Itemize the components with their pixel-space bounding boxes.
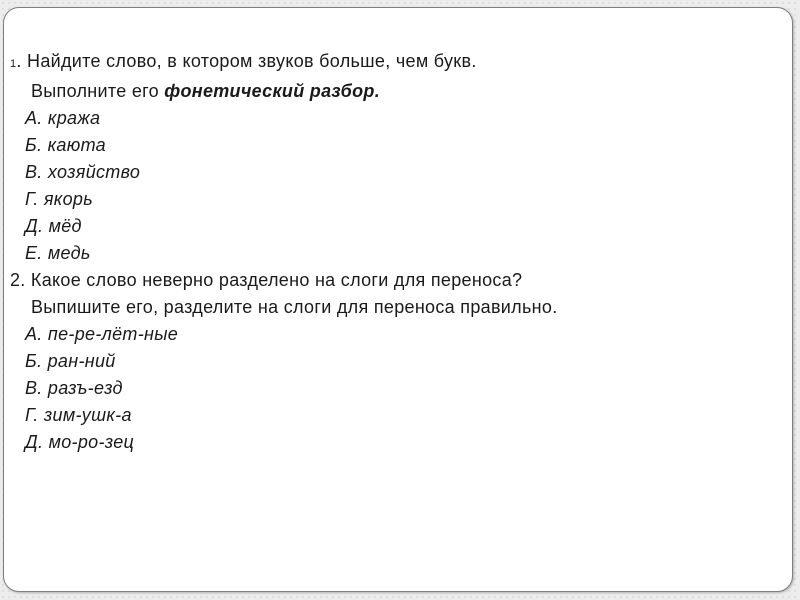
question-1-option-e: Е. медь (25, 243, 91, 263)
slide-frame (3, 7, 793, 592)
question-1-number: 1 (10, 58, 17, 70)
question-2-instruction: Выпишите его, разделите на слоги для переноса правильно. (31, 297, 558, 317)
question-2-title: 2. Какое слово неверно разделено на слоги для переноса? (10, 270, 523, 290)
question-2-option-v: В. разъ-езд (25, 378, 123, 398)
question-2-option-d: Д. мо-ро-зец (25, 432, 135, 452)
question-1-instruction-emphasis: фонетический разбор. (164, 81, 380, 101)
slide-content (10, 48, 770, 456)
question-2-option-a: А. пе-ре-лёт-ные (25, 324, 179, 344)
question-1-option-a: А. кража (25, 108, 101, 128)
question-1-option-d: Д. мёд (25, 216, 82, 236)
question-1-option-v: В. хозяйство (25, 162, 141, 182)
question-2-option-g: Г. зим-ушк-а (25, 405, 132, 425)
question-1-instruction-prefix: Выполните его (31, 81, 165, 101)
question-1-text: . Найдите слово, в котором звуков больше, чем букв. (16, 51, 477, 71)
question-2-option-b: Б. ран-ний (25, 351, 116, 371)
question-1-instruction (10, 78, 770, 105)
question-1-option-b: Б. каюта (25, 135, 106, 155)
question-1-title (10, 48, 770, 78)
question-1-option-g: Г. якорь (25, 189, 93, 209)
